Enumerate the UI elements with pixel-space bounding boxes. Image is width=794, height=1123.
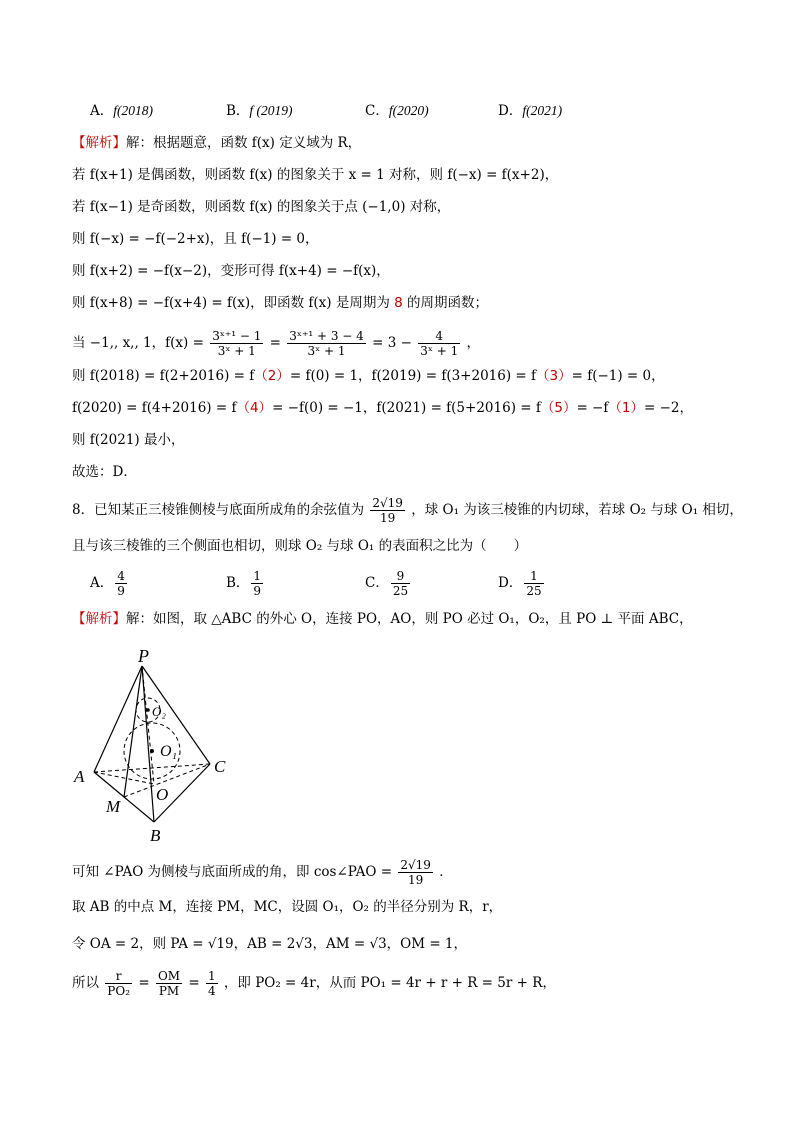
option-b: B． $\frac{1}{9}$ bbox=[226, 569, 262, 598]
solution8-line3: 取 AB 的中点 M，连接 PM，MC，设圆 O₁，O₂ 的半径分别为 R，r， bbox=[72, 899, 503, 915]
analysis-tag: 【解析】 bbox=[72, 611, 126, 627]
solution7-line7: 当 −1,, x,, 1，f(x) = $\frac{\text{3ˣ⁺¹ − 1}}{\text{3ˣ + 1}}$ = $\frac{\text{3ˣ⁺¹ + 3 − 4}}{\text{3ˣ + 1}}$ = 3 − $\frac{4}{\text{3ˣ + 1}}$ ， bbox=[72, 329, 481, 358]
solution7-line1: 【解析】解：根据题意，函数 f(x) 定义域为 R， bbox=[72, 135, 362, 151]
label-o: O bbox=[156, 785, 169, 804]
solution7-line5: 则 f(x+2) = −f(x−2)，变形可得 f(x+4) = −f(x)， bbox=[72, 263, 390, 279]
option-a: A． $\frac{4}{9}$ bbox=[90, 569, 125, 598]
option-b: B．f (2019) bbox=[226, 103, 293, 119]
point-o2 bbox=[146, 708, 150, 712]
fraction: $\frac{1}{4}$ bbox=[207, 969, 216, 998]
fraction: $\frac{4}{\text{3ˣ + 1}}$ bbox=[420, 329, 459, 358]
label-o2: O₂ bbox=[152, 704, 166, 719]
solution8-line1: 【解析】解：如图，取 △ABC 的外心 O，连接 PO，AO，则 PO 必过 O₁，O₂，且 PO ⊥ 平面 ABC， bbox=[72, 611, 693, 627]
pyramid-figure bbox=[66, 644, 246, 844]
solution7-line2: 若 f(x+1) 是偶函数，则函数 f(x) 的图象关于 x = 1 对称，则 f(−x) = f(x+2)， bbox=[72, 167, 559, 183]
solution8-line5: 所以 $\frac{r}{\text{PO₂}}$ = $\frac{OM}{PM}$ = $\frac{1}{4}$ ，即 PO₂ = 4r，从而 PO₁ = 4r + r + R = 5r + R， bbox=[72, 969, 556, 998]
option-a: A．f(2018) bbox=[90, 103, 153, 119]
fraction: $\frac{2√19}{19}$ bbox=[372, 496, 403, 525]
solution7-line3: 若 f(x−1) 是奇函数，则函数 f(x) 的图象关于点 (−1,0) 对称， bbox=[72, 199, 451, 215]
solution7-line11: 故选：D． bbox=[72, 464, 137, 480]
solution7-line4: 则 f(−x) = −f(−2+x)，且 f(−1) = 0， bbox=[72, 231, 319, 247]
question8-line2: 且与该三棱锥的三个侧面也相切，则球 O₂ 与球 O₁ 的表面积之比为（ ） bbox=[72, 538, 528, 554]
point-o1 bbox=[150, 749, 154, 753]
solution7-line8: 则 f(2018) = f(2+2016) = f（2）= f(0) = 1，f(2019) = f(3+2016) = f（3）= f(−1) = 0， bbox=[72, 368, 665, 384]
solution7-line10: 则 f(2021) 最小， bbox=[72, 432, 185, 448]
label-c: C bbox=[214, 757, 226, 776]
option-c: C． $\frac{9}{25}$ bbox=[365, 569, 409, 598]
option-c: C．f(2020) bbox=[365, 103, 429, 119]
label-b: B bbox=[150, 826, 161, 844]
solution8-line4: 令 OA = 2，则 PA = √19，AB = 2√3，AM = √3，OM = 1， bbox=[72, 936, 468, 952]
solution7-line6: 则 f(x+8) = −f(x+4) = f(x)，即函数 f(x) 是周期为 8 的周期函数； bbox=[72, 295, 489, 311]
fraction: $\frac{2√19}{19}$ bbox=[400, 858, 431, 887]
solution8-line2: 可知 ∠PAO 为侧棱与底面所成的角，即 cos∠PAO = $\frac{2√19}{19}$ ． bbox=[72, 858, 453, 887]
fraction: $\frac{\text{3ˣ⁺¹ − 1}}{\text{3ˣ + 1}}$ bbox=[212, 329, 262, 358]
option-d: D． $\frac{1}{25}$ bbox=[498, 569, 542, 598]
label-a: A bbox=[74, 767, 85, 786]
solution7-line9: f(2020) = f(4+2016) = f（4）= −f(0) = −1，f(2021) = f(5+2016) = f（5）= −f（1）= −2， bbox=[72, 400, 693, 416]
analysis-tag: 【解析】 bbox=[72, 135, 126, 151]
line-po bbox=[142, 666, 154, 784]
option-d: D．f(2021) bbox=[498, 103, 563, 119]
label-m: M bbox=[106, 797, 121, 816]
label-p: P bbox=[138, 646, 149, 666]
edge-pb bbox=[142, 666, 154, 822]
fraction: $\frac{OM}{PM}$ bbox=[157, 969, 181, 998]
fraction: $\frac{r}{\text{PO₂}}$ bbox=[107, 969, 131, 998]
fraction: $\frac{\text{3ˣ⁺¹ + 3 − 4}}{\text{3ˣ + 1}}$ bbox=[289, 329, 364, 358]
question8-line1: 8．已知某正三棱锥侧棱与底面所成角的余弦值为 $\frac{2√19}{19}$ ，球 O₁ 为该三棱锥的内切球，若球 O₂ 与球 O₁ 相切， bbox=[72, 496, 743, 525]
label-o1: O₁ bbox=[160, 743, 178, 760]
